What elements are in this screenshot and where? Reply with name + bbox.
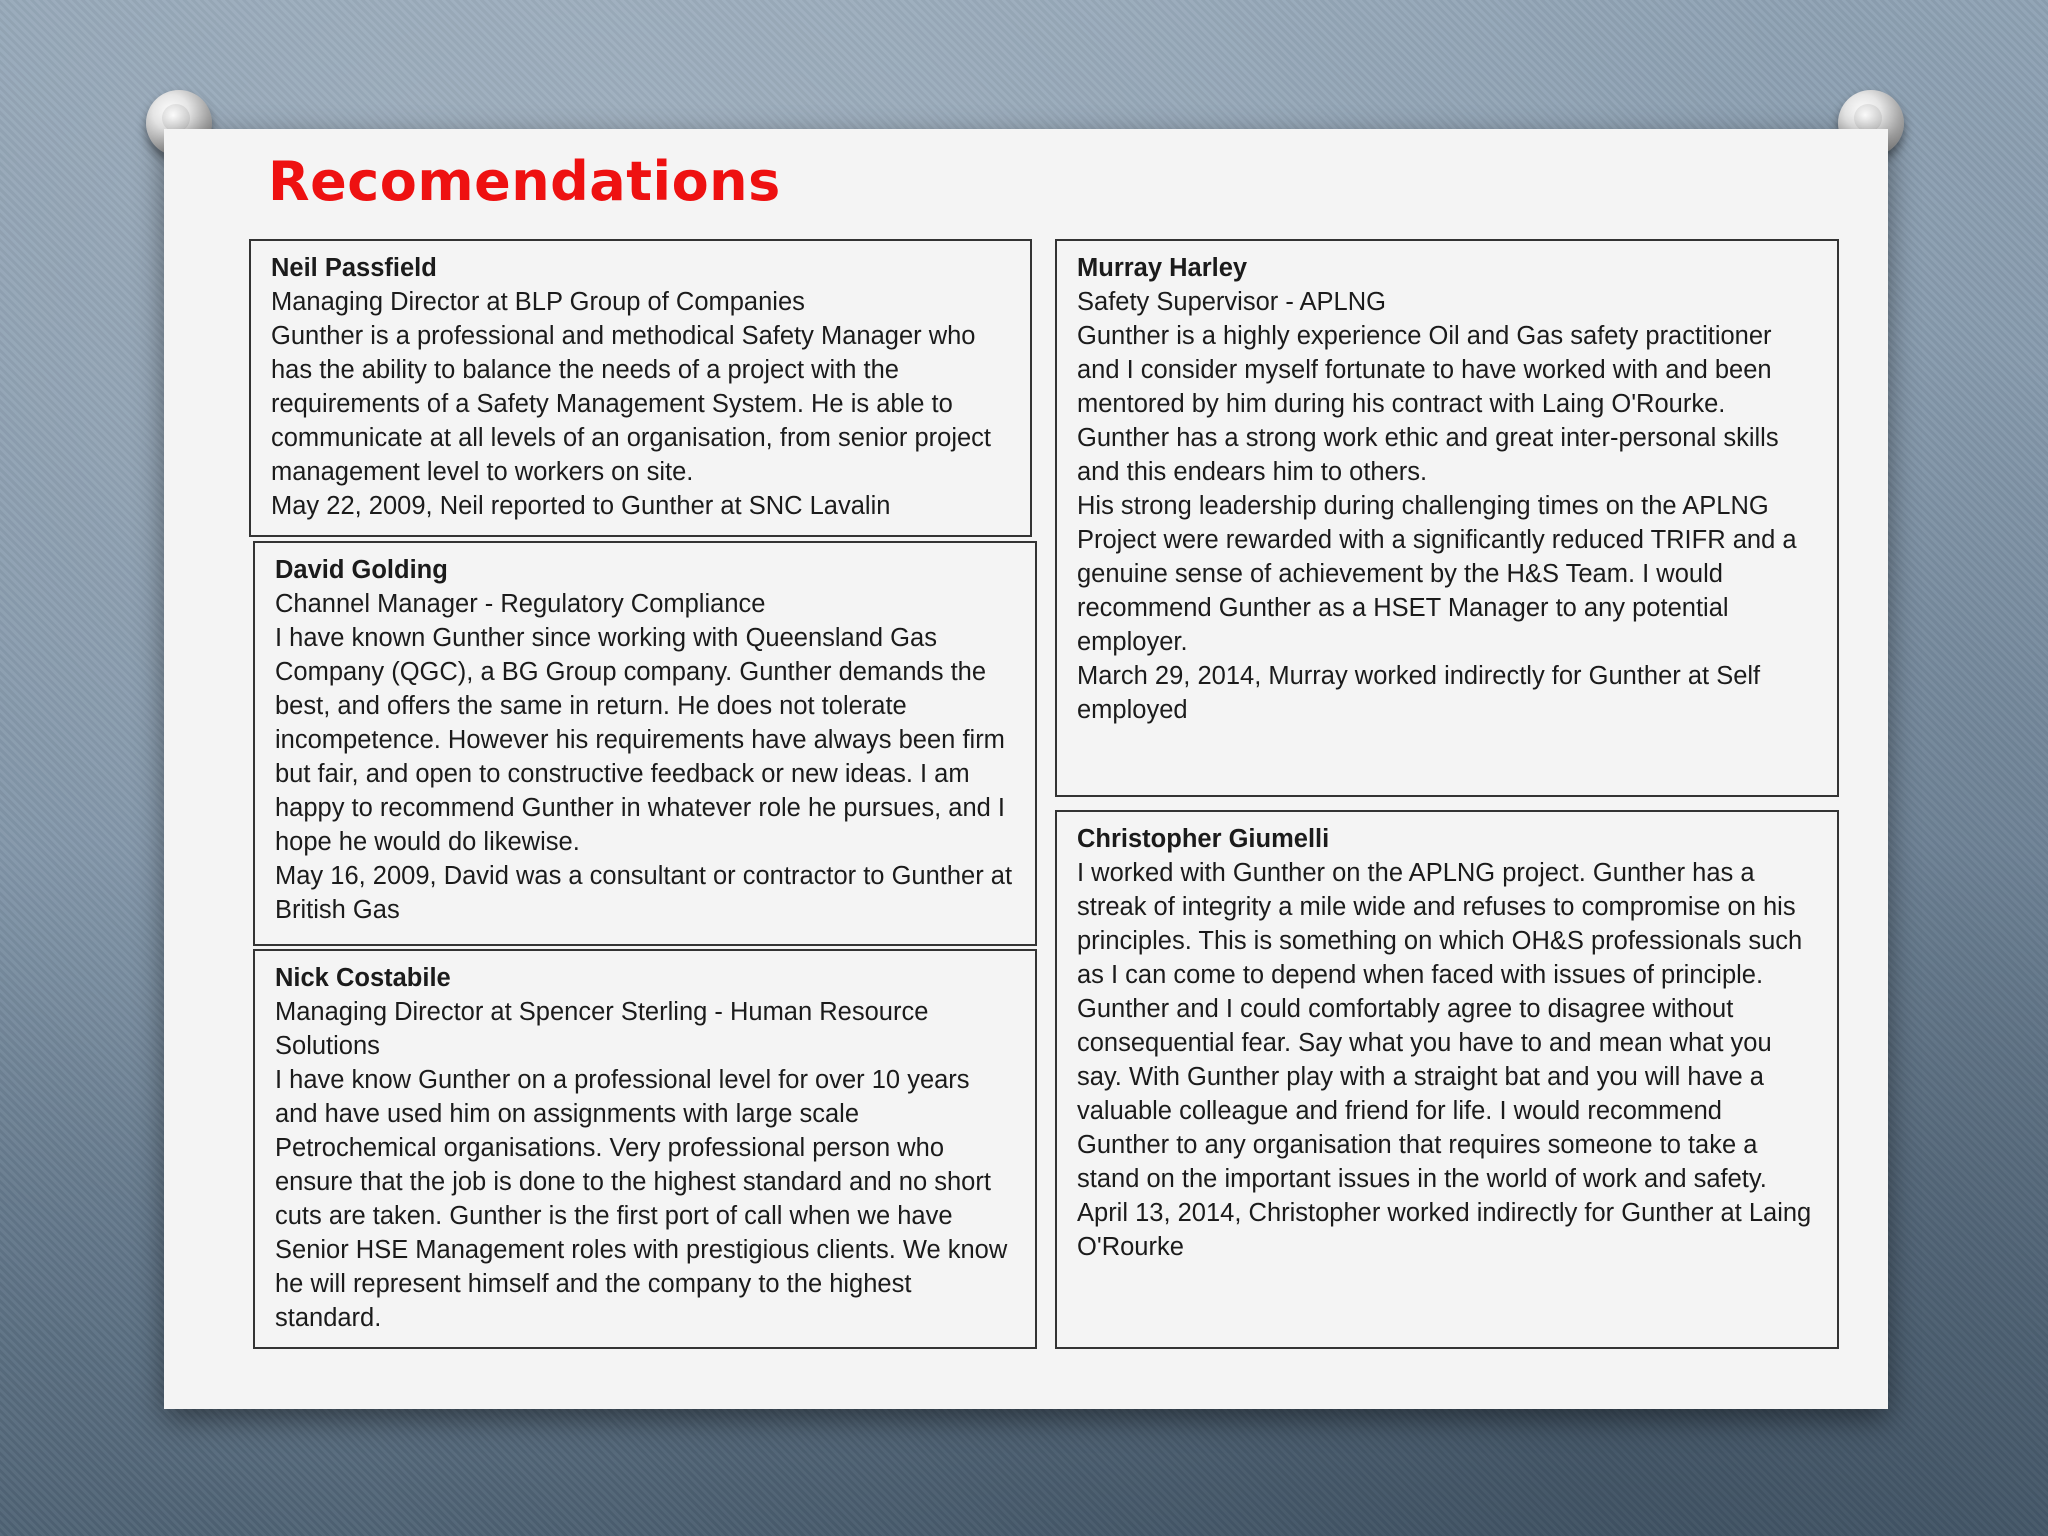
recommendation-text: Gunther is a professional and methodical Safety Manager who has the ability to balance the needs of a project with the requirements of a Safety Management System. He is able to communicate at all levels of an organisation, from senior project management level to workers on site.: [271, 322, 992, 486]
recommender-name: Nick Costabile: [275, 964, 451, 992]
recommendation-text: I worked with Gunther on the APLNG project. Gunther has a streak of integrity a mile wide and refuses to compromise on his principles. This is something on which OH&S professionals such as I can come to depend when faced with issues of principle.: [1077, 859, 1803, 989]
recommendation-date: May 16, 2009, David was a consultant or contractor to Gunther at British Gas: [275, 862, 1013, 924]
recommender-name: Murray Harley: [1077, 254, 1248, 282]
recommendation-date: May 22, 2009, Neil reported to Gunther at SNC Lavalin: [271, 492, 891, 520]
recommendation-text-continued: His strong leadership during challenging times on the APLNG Project were rewarded with a significantly reduced TRIFR and a genuine sense of achievement by the H&S Team. I would recommend Gunther as a HSET Manager to any potential employer.: [1077, 492, 1797, 656]
recommendation-text: Gunther is a highly experience Oil and Gas safety practitioner and I consider myself fortunate to have worked with and been mentored by him during his contract with Laing O'Rourke. Gunther has a strong work ethic and great inter-personal skills and this endears him to others.: [1077, 322, 1779, 486]
recommender-name: Neil Passfield: [271, 254, 437, 282]
recommendation-text: I have know Gunther on a professional level for over 10 years and have used him on assignments with large scale Petrochemical organisations. Very professional person who ensure that the job is done to the highest standard and no short cuts are taken. Gunther is the first port of call when we have Senior HSE Management roles with prestigious clients. We know he will represent himself and the company to the highest standard.: [275, 1066, 1008, 1332]
recommendation-card-nick-costabile: [253, 949, 1037, 1349]
recommender-role: Managing Director at BLP Group of Companies: [271, 288, 805, 316]
recommendation-card-christopher-giumelli: [1055, 810, 1839, 1349]
recommendation-card-neil-passfield: [249, 239, 1032, 537]
recommendation-text-continued: Gunther and I could comfortably agree to disagree without consequential fear. Say what you have to and mean what you say. With Gunther play with a straight bat and you will have a valuable colleague and friend for life. I would recommend Gunther to any organisation that requires someone to take a stand on the important issues in the world of work and safety.: [1077, 995, 1772, 1193]
recommender-name: David Golding: [275, 556, 448, 584]
recommendation-card-david-golding: [253, 541, 1037, 946]
recommender-name: Christopher Giumelli: [1077, 825, 1330, 853]
recommendation-date: March 29, 2014, Murray worked indirectly for Gunther at Self employed: [1077, 662, 1761, 724]
recommendation-card-murray-harley: [1055, 239, 1839, 797]
recommender-role: Safety Supervisor - APLNG: [1077, 288, 1386, 316]
recommender-role: Managing Director at Spencer Sterling - Human Resource Solutions: [275, 998, 929, 1060]
page-title: Recomendations: [268, 150, 781, 213]
recommender-role: Channel Manager - Regulatory Compliance: [275, 590, 766, 618]
recommendation-text: I have known Gunther since working with Queensland Gas Company (QGC), a BG Group company. Gunther demands the best, and offers the same in return. He does not tolerate incompetence. However his requirements have always been firm but fair, and open to constructive feedback or new ideas. I am happy to recommend Gunther in whatever role he pursues, and I hope he would do likewise.: [275, 624, 1005, 856]
recommendation-date: April 13, 2014, Christopher worked indirectly for Gunther at Laing O'Rourke: [1077, 1199, 1812, 1261]
